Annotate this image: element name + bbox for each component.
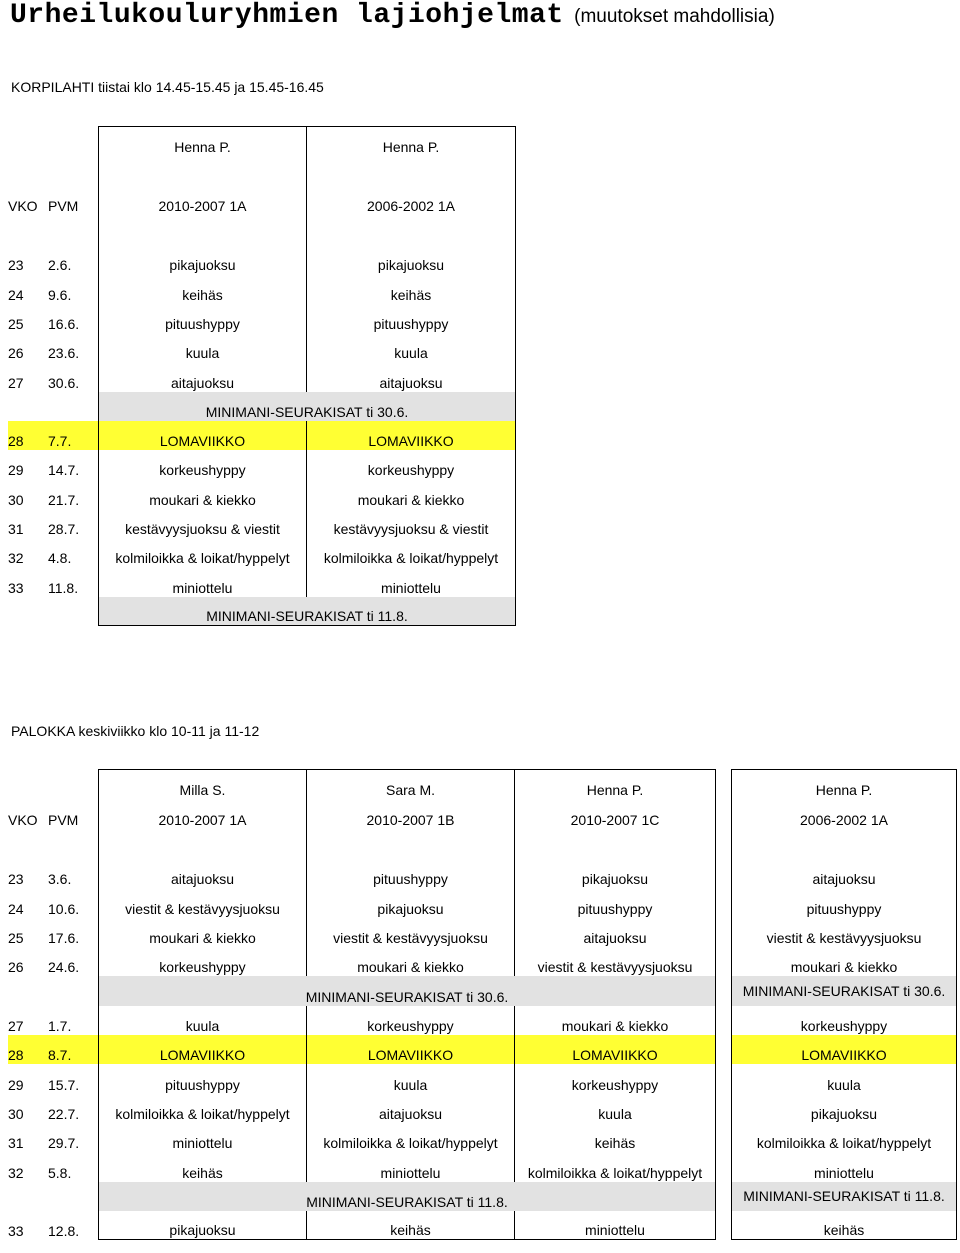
row-vko: 31 xyxy=(8,521,24,537)
activity-cell: pituushyppy xyxy=(514,888,716,918)
row-vko: 27 xyxy=(8,375,24,391)
row-vko: 33 xyxy=(8,1223,24,1239)
activity-cell: keihäs xyxy=(306,274,516,304)
palokka-spacer-cell xyxy=(514,829,716,859)
activity-cell: kolmiloikka & loikat/hyppelyt xyxy=(98,1094,306,1123)
activity-cell: kuula xyxy=(306,333,516,362)
activity-cell: aitajuoksu xyxy=(98,362,306,392)
row-pvm: 24.6. xyxy=(48,959,80,975)
row-pvm: 7.7. xyxy=(48,421,98,450)
activity-cell: pikajuoksu xyxy=(98,1211,306,1240)
activity-cell: viestit & kestävyysjuoksu xyxy=(731,918,957,947)
row-pvm: 2.6. xyxy=(48,257,72,273)
row-vko: 26 xyxy=(8,345,24,361)
activity-cell: keihäs xyxy=(514,1123,716,1152)
activity-cell: aitajuoksu xyxy=(731,859,957,888)
korpilahti-head-pvm: PVM xyxy=(48,198,79,214)
row-pvm: 30.6. xyxy=(48,375,80,391)
palokka-spacer-cell xyxy=(98,829,306,859)
title-main: Urheilukouluryhmien lajiohjelmat xyxy=(10,0,564,31)
activity-cell: kolmiloikka & loikat/hyppelyt xyxy=(98,538,306,567)
activity-cell: kolmiloikka & loikat/hyppelyt xyxy=(731,1123,957,1152)
row-vko: 32 xyxy=(8,1165,24,1181)
korpilahti-spacer-cell xyxy=(306,215,516,245)
activity-cell: kolmiloikka & loikat/hyppelyt xyxy=(306,538,516,567)
activity-cell: aitajuoksu xyxy=(306,1094,514,1123)
minimani-competition: MINIMANI-SEURAKISAT ti 11.8. xyxy=(98,1182,716,1211)
activity-cell: LOMAVIIKKO xyxy=(731,1035,957,1064)
row-pvm: 23.6. xyxy=(48,345,80,361)
activity-cell: pikajuoksu xyxy=(514,859,716,888)
row-vko: 23 xyxy=(8,871,24,887)
activity-cell: pikajuoksu xyxy=(731,1094,957,1123)
activity-cell: moukari & kiekko xyxy=(98,918,306,947)
minimani-competition: MINIMANI-SEURAKISAT ti 11.8. xyxy=(98,597,516,626)
korpilahti-head-vko: VKO xyxy=(8,198,38,214)
korpilahti-group-2: 2006-2002 1A xyxy=(306,186,516,215)
row-vko: 32 xyxy=(8,550,24,566)
palokka-group-2: 2010-2007 1B xyxy=(306,799,514,829)
activity-cell: LOMAVIIKKO xyxy=(514,1035,716,1064)
activity-cell: korkeushyppy xyxy=(306,1006,514,1035)
row-pvm: 10.6. xyxy=(48,901,80,917)
row-vko: 33 xyxy=(8,580,24,596)
palokka-spacer-cell xyxy=(306,829,514,859)
activity-cell: kuula xyxy=(306,1064,514,1094)
activity-cell: pikajuoksu xyxy=(306,888,514,918)
korpilahti-group-1: 2010-2007 1A xyxy=(98,186,306,215)
palokka-coach-1: Milla S. xyxy=(98,769,306,799)
activity-cell: korkeushyppy xyxy=(514,1064,716,1094)
korpilahti-spacer-cell xyxy=(98,156,306,186)
activity-cell: pituushyppy xyxy=(306,859,514,888)
activity-cell: LOMAVIIKKO xyxy=(98,1035,306,1064)
minimani-competition: MINIMANI-SEURAKISAT ti 30.6. xyxy=(98,392,516,421)
korpilahti-coach-1: Henna P. xyxy=(98,126,306,156)
row-vko: 24 xyxy=(8,287,24,303)
minimani-competition: MINIMANI-SEURAKISAT ti 11.8. xyxy=(731,1182,957,1211)
activity-cell: kuula xyxy=(731,1064,957,1094)
palokka-heading: PALOKKA keskiviikko klo 10-11 ja 11-12 xyxy=(11,723,260,739)
palokka-group-1: 2010-2007 1A xyxy=(98,799,306,829)
row-pvm: 1.7. xyxy=(48,1018,72,1034)
row-pvm: 22.7. xyxy=(48,1106,80,1122)
activity-cell: viestit & kestävyysjuoksu xyxy=(98,888,306,918)
activity-cell: pikajuoksu xyxy=(306,245,516,274)
row-vko: 23 xyxy=(8,257,24,273)
document-title xyxy=(10,0,775,40)
row-pvm: 11.8. xyxy=(48,580,79,596)
row-pvm: 9.6. xyxy=(48,287,72,303)
palokka-head-pvm: PVM xyxy=(48,812,79,828)
activity-cell: pituushyppy xyxy=(98,304,306,333)
row-vko: 30 xyxy=(8,1106,24,1122)
palokka-spacer-cell xyxy=(731,829,957,859)
row-vko: 28 xyxy=(8,1035,48,1064)
row-vko: 25 xyxy=(8,930,24,946)
row-vko: 31 xyxy=(8,1135,24,1151)
korpilahti-spacer-cell xyxy=(306,156,516,186)
activity-cell: aitajuoksu xyxy=(514,918,716,947)
minimani-competition: MINIMANI-SEURAKISAT ti 30.6. xyxy=(98,976,716,1006)
palokka-coach-2: Sara M. xyxy=(306,769,514,799)
activity-cell: keihäs xyxy=(306,1211,514,1240)
row-vko: 30 xyxy=(8,492,24,508)
row-vko: 25 xyxy=(8,316,24,332)
activity-cell: pikajuoksu xyxy=(98,245,306,274)
activity-cell: LOMAVIIKKO xyxy=(98,421,306,450)
row-pvm: 17.6. xyxy=(48,930,80,946)
row-pvm: 4.8. xyxy=(48,550,72,566)
row-vko: 24 xyxy=(8,901,24,917)
activity-cell: korkeushyppy xyxy=(306,450,516,479)
row-pvm: 28.7. xyxy=(48,521,80,537)
activity-cell: pituushyppy xyxy=(731,888,957,918)
activity-cell: miniottelu xyxy=(306,567,516,597)
row-vko: 27 xyxy=(8,1018,24,1034)
row-pvm: 14.7. xyxy=(48,462,80,478)
row-pvm: 15.7. xyxy=(48,1077,80,1093)
activity-cell: LOMAVIIKKO xyxy=(306,1035,514,1064)
activity-cell: miniottelu xyxy=(306,1152,514,1182)
activity-cell: moukari & kiekko xyxy=(306,479,516,509)
activity-cell: miniottelu xyxy=(731,1152,957,1182)
activity-cell: aitajuoksu xyxy=(306,362,516,392)
row-vko: 28 xyxy=(8,421,48,450)
row-vko: 29 xyxy=(8,1077,24,1093)
korpilahti-spacer-cell xyxy=(98,215,306,245)
activity-cell: moukari & kiekko xyxy=(731,947,957,976)
korpilahti-coach-2: Henna P. xyxy=(306,126,516,156)
row-pvm: 16.6. xyxy=(48,316,80,332)
activity-cell: pituushyppy xyxy=(98,1064,306,1094)
row-pvm: 3.6. xyxy=(48,871,72,887)
activity-cell: kolmiloikka & loikat/hyppelyt xyxy=(306,1123,514,1152)
minimani-competition: MINIMANI-SEURAKISAT ti 30.6. xyxy=(731,976,957,1006)
row-pvm: 5.8. xyxy=(48,1165,72,1181)
activity-cell: moukari & kiekko xyxy=(98,479,306,509)
activity-cell: keihäs xyxy=(731,1211,957,1240)
activity-cell: miniottelu xyxy=(98,1123,306,1152)
activity-cell: kuula xyxy=(98,333,306,362)
activity-cell: moukari & kiekko xyxy=(514,1006,716,1035)
activity-cell: kuula xyxy=(514,1094,716,1123)
activity-cell: keihäs xyxy=(98,274,306,304)
palokka-group-3: 2010-2007 1C xyxy=(514,799,716,829)
palokka-group-4: 2006-2002 1A xyxy=(731,799,957,829)
row-pvm: 21.7. xyxy=(48,492,80,508)
row-vko: 29 xyxy=(8,462,24,478)
palokka-coach-4: Henna P. xyxy=(731,769,957,799)
activity-cell: viestit & kestävyysjuoksu xyxy=(514,947,716,976)
title-note: (muutokset mahdollisia) xyxy=(574,6,775,27)
activity-cell: korkeushyppy xyxy=(98,947,306,976)
activity-cell: viestit & kestävyysjuoksu xyxy=(306,918,514,947)
activity-cell: kolmiloikka & loikat/hyppelyt xyxy=(514,1152,716,1182)
activity-cell: korkeushyppy xyxy=(98,450,306,479)
palokka-coach-3: Henna P. xyxy=(514,769,716,799)
activity-cell: kuula xyxy=(98,1006,306,1035)
activity-cell: kestävyysjuoksu & viestit xyxy=(98,509,306,538)
row-pvm: 29.7. xyxy=(48,1135,80,1151)
korpilahti-heading: KORPILAHTI tiistai klo 14.45-15.45 ja 15.45-16.45 xyxy=(11,79,324,95)
activity-cell: korkeushyppy xyxy=(731,1006,957,1035)
activity-cell: keihäs xyxy=(98,1152,306,1182)
row-pvm: 8.7. xyxy=(48,1035,98,1064)
activity-cell: miniottelu xyxy=(98,567,306,597)
activity-cell: pituushyppy xyxy=(306,304,516,333)
row-vko: 26 xyxy=(8,959,24,975)
activity-cell: kestävyysjuoksu & viestit xyxy=(306,509,516,538)
activity-cell: LOMAVIIKKO xyxy=(306,421,516,450)
activity-cell: moukari & kiekko xyxy=(306,947,514,976)
row-pvm: 12.8. xyxy=(48,1223,80,1239)
activity-cell: aitajuoksu xyxy=(98,859,306,888)
palokka-head-vko: VKO xyxy=(8,812,38,828)
activity-cell: miniottelu xyxy=(514,1211,716,1240)
